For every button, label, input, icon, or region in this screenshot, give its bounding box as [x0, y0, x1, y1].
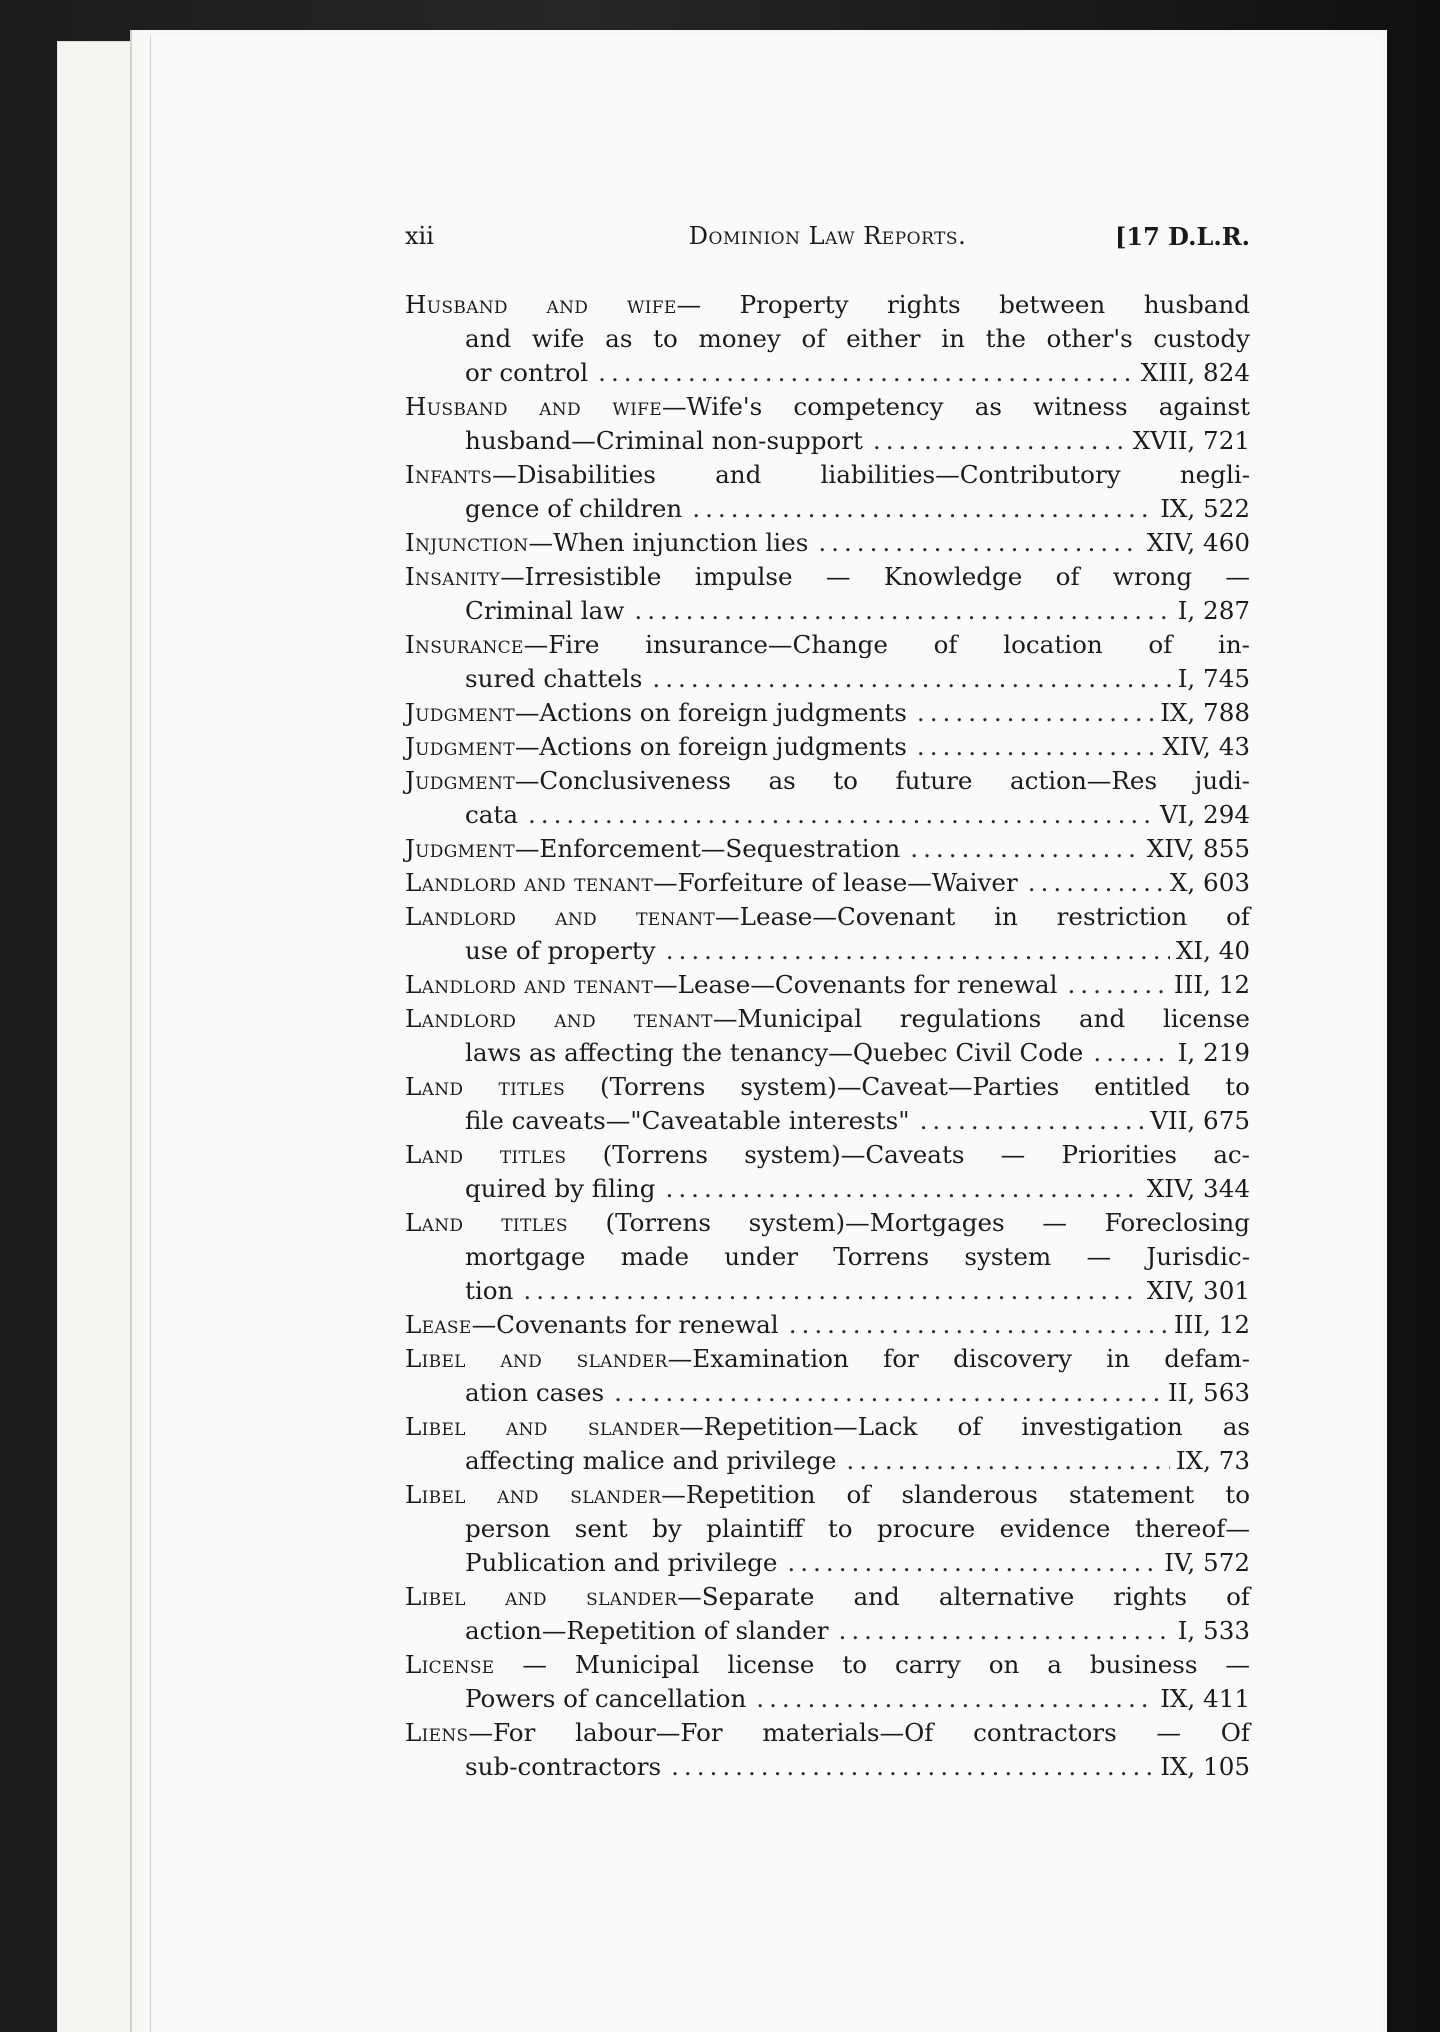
volume-page-reference: IX, 105 — [1160, 1752, 1250, 1781]
dot-leader — [846, 1444, 1169, 1478]
entry-line — [405, 288, 1250, 322]
volume-page-reference: IX, 73 — [1175, 1446, 1250, 1475]
entry-text: — Municipal license to carry on a business — — [494, 1650, 1250, 1679]
entry-text: quired by filing — [465, 1174, 656, 1203]
entry-text: —Conclusiveness as to future action—Res judi- — [514, 766, 1250, 795]
volume-page-reference: XIV, 460 — [1146, 528, 1250, 557]
dot-leader — [523, 1274, 1140, 1308]
entry-heading: License — [405, 1650, 495, 1679]
entry-text: Publication and privilege — [465, 1548, 778, 1577]
entry-text: mortgage made under Torrens system — Jurisdic- — [465, 1242, 1250, 1271]
entry-heading: Land titles — [405, 1140, 567, 1169]
entry-final-line — [405, 1308, 1250, 1342]
entry-final-line — [405, 662, 1250, 696]
entry-text: laws as affecting the tenancy—Quebec Civil Code — [465, 1038, 1084, 1067]
dot-leader — [652, 662, 1171, 696]
volume-page-reference: XIV, 43 — [1162, 732, 1250, 761]
volume-page-reference: IX, 522 — [1160, 494, 1250, 523]
dot-leader — [692, 492, 1154, 526]
entry-final-line — [405, 968, 1250, 1002]
entry-heading: Libel and slander — [405, 1412, 680, 1441]
entry-text: —Enforcement—Sequestration — [514, 834, 901, 863]
entry-heading: Judgment — [405, 698, 515, 727]
entry-text: —Municipal regulations and license — [712, 1004, 1250, 1033]
entry-text: —When injunction lies — [528, 528, 809, 557]
entry-final-line — [405, 798, 1250, 832]
entry-text: (Torrens system)—Caveats — Priorities ac- — [566, 1140, 1250, 1169]
index-entry — [405, 730, 1250, 764]
entry-text: gence of children — [465, 494, 683, 523]
entry-final-line — [405, 492, 1250, 526]
entry-final-line — [405, 730, 1250, 764]
volume-page-reference: XVII, 721 — [1132, 426, 1250, 455]
entry-heading: Lease — [405, 1310, 472, 1339]
entry-heading: Land titles — [405, 1072, 566, 1101]
volume-page-reference: I, 533 — [1177, 1616, 1250, 1645]
volume-reference: [17 D.L.R. — [1115, 222, 1250, 251]
entry-final-line — [405, 696, 1250, 730]
dot-leader — [917, 696, 1154, 730]
entry-text: file caveats—"Caveatable interests" — [465, 1106, 910, 1135]
entry-text: —Repetition—Lack of investigation as — [679, 1412, 1251, 1441]
entry-text: (Torrens system)—Mortgages — Foreclosing — [567, 1208, 1250, 1237]
volume-page-reference: III, 12 — [1173, 970, 1250, 999]
entry-line — [405, 1070, 1250, 1104]
entry-heading: Insanity — [405, 562, 501, 591]
dot-leader — [839, 1614, 1172, 1648]
volume-page-reference: III, 12 — [1173, 1310, 1250, 1339]
dot-leader — [666, 1172, 1141, 1206]
entry-line — [405, 764, 1250, 798]
entry-text-wrap — [405, 832, 900, 866]
index-entry — [405, 390, 1250, 458]
dot-leader — [920, 1104, 1145, 1138]
volume-page-reference: IX, 411 — [1160, 1684, 1250, 1713]
entry-text-wrap — [405, 730, 907, 764]
entry-final-line — [405, 594, 1250, 628]
entry-line — [405, 390, 1250, 424]
entry-final-line — [405, 1750, 1250, 1784]
entry-line — [405, 628, 1250, 662]
entry-text-wrap — [405, 1308, 779, 1342]
entry-text: — Property rights between husband — [676, 290, 1250, 319]
entry-line — [405, 560, 1250, 594]
entry-line — [405, 1206, 1250, 1240]
volume-page-reference: II, 563 — [1167, 1378, 1250, 1407]
entry-line — [405, 322, 1250, 356]
volume-page-reference: I, 745 — [1177, 664, 1250, 693]
entry-line — [405, 1716, 1250, 1750]
entry-text: —Covenants for renewal — [471, 1310, 779, 1339]
entry-text: (Torrens system)—Caveat—Parties entitled to — [565, 1072, 1250, 1101]
dot-leader — [614, 1376, 1162, 1410]
index-entry — [405, 866, 1250, 900]
entry-text: ation cases — [465, 1378, 605, 1407]
index-entry — [405, 458, 1250, 526]
entry-line — [405, 458, 1250, 492]
entry-final-line — [405, 1546, 1250, 1580]
index-entry — [405, 900, 1250, 968]
entry-text: cata — [465, 800, 518, 829]
entry-text-wrap — [405, 968, 1057, 1002]
entry-text: —Wife's competency as witness against — [661, 392, 1250, 421]
volume-page-reference: I, 219 — [1177, 1038, 1250, 1067]
index-entries — [405, 288, 1250, 1784]
entry-text: —Forfeiture of lease—Waiver — [653, 868, 1018, 897]
index-entry — [405, 1716, 1250, 1784]
dot-leader — [598, 356, 1135, 390]
dot-leader — [756, 1682, 1154, 1716]
dot-leader — [917, 730, 1156, 764]
index-entry — [405, 1002, 1250, 1070]
volume-page-reference: VI, 294 — [1159, 800, 1250, 829]
entry-heading: Landlord and tenant — [405, 902, 716, 931]
entry-heading: Landlord and tenant — [405, 970, 654, 999]
entry-heading: Landlord and tenant — [405, 868, 654, 897]
dot-leader — [1093, 1036, 1171, 1070]
dot-leader — [787, 1546, 1158, 1580]
entry-heading: Judgment — [405, 834, 515, 863]
index-entry — [405, 1410, 1250, 1478]
entry-heading: Judgment — [405, 766, 515, 795]
entry-text: Criminal law — [465, 596, 625, 625]
entry-line — [405, 1410, 1250, 1444]
entry-text: affecting malice and privilege — [465, 1446, 837, 1475]
index-entry — [405, 1342, 1250, 1410]
entry-line — [405, 1138, 1250, 1172]
entry-final-line — [405, 1444, 1250, 1478]
index-entry — [405, 696, 1250, 730]
entry-text-wrap — [405, 526, 808, 560]
index-entry — [405, 968, 1250, 1002]
entry-final-line — [405, 832, 1250, 866]
entry-text: sub-contractors — [465, 1752, 662, 1781]
index-entry — [405, 1478, 1250, 1580]
index-entry — [405, 1648, 1250, 1716]
entry-heading: Judgment — [405, 732, 515, 761]
dot-leader — [818, 526, 1140, 560]
entry-line — [405, 1240, 1250, 1274]
entry-heading: Landlord and tenant — [405, 1004, 713, 1033]
dot-leader — [528, 798, 1154, 832]
entry-text: sured chattels — [465, 664, 643, 693]
entry-text: husband—Criminal non-support — [465, 426, 863, 455]
entry-final-line — [405, 1614, 1250, 1648]
dot-leader — [873, 424, 1127, 458]
index-entry — [405, 628, 1250, 696]
entry-heading: Libel and slander — [405, 1344, 668, 1373]
entry-heading: Husband and wife — [405, 392, 662, 421]
entry-text: tion — [465, 1276, 514, 1305]
entry-heading: Liens — [405, 1718, 469, 1747]
entry-line — [405, 1002, 1250, 1036]
entry-text: and wife as to money of either in the other's custody — [465, 324, 1250, 353]
volume-page-reference: XI, 40 — [1175, 936, 1250, 965]
entry-final-line — [405, 424, 1250, 458]
page-header — [405, 222, 1250, 252]
entry-heading: Land titles — [405, 1208, 568, 1237]
entry-text: —Actions on foreign judgments — [514, 732, 907, 761]
index-entry — [405, 764, 1250, 832]
page-number: xii — [405, 222, 434, 250]
index-entry — [405, 1138, 1250, 1206]
volume-page-reference: XIV, 301 — [1146, 1276, 1250, 1305]
volume-page-reference: X, 603 — [1169, 868, 1250, 897]
volume-page-reference: XIII, 824 — [1140, 358, 1250, 387]
entry-line — [405, 1342, 1250, 1376]
entry-text: —Repetition of slanderous statement to — [661, 1480, 1250, 1509]
entry-text: use of property — [465, 936, 656, 965]
dot-leader — [666, 934, 1170, 968]
entry-text: —Lease—Covenant in restriction of — [715, 902, 1250, 931]
entry-text: or control — [465, 358, 589, 387]
dot-leader — [1067, 968, 1167, 1002]
entry-text: Powers of cancellation — [465, 1684, 747, 1713]
entry-heading: Infants — [405, 460, 493, 489]
index-entry — [405, 1206, 1250, 1308]
entry-line — [405, 1512, 1250, 1546]
entry-text: person sent by plaintiff to procure evidence thereof— — [465, 1514, 1250, 1543]
dot-leader — [634, 594, 1171, 628]
entry-text: —Examination for discovery in defam- — [667, 1344, 1250, 1373]
index-entry — [405, 560, 1250, 628]
entry-text: —For labour—For materials—Of contractors — Of — [468, 1718, 1250, 1747]
index-entry — [405, 526, 1250, 560]
index-entry — [405, 832, 1250, 866]
index-entry — [405, 1308, 1250, 1342]
volume-page-reference: XIV, 855 — [1146, 834, 1250, 863]
entry-final-line — [405, 1104, 1250, 1138]
running-title: Dominion Law Reports. — [688, 222, 967, 250]
entry-line — [405, 1580, 1250, 1614]
entry-heading: Husband and wife — [405, 290, 677, 319]
entry-final-line — [405, 1376, 1250, 1410]
entry-text-wrap — [405, 696, 907, 730]
index-entry — [405, 1580, 1250, 1648]
entry-heading: Insurance — [405, 630, 524, 659]
entry-final-line — [405, 526, 1250, 560]
entry-heading: Libel and slander — [405, 1582, 678, 1611]
dot-leader — [789, 1308, 1168, 1342]
entry-heading: Injunction — [405, 528, 529, 557]
entry-line — [405, 1478, 1250, 1512]
index-entry — [405, 1070, 1250, 1138]
volume-page-reference: I, 287 — [1177, 596, 1250, 625]
entry-line — [405, 1648, 1250, 1682]
entry-final-line — [405, 356, 1250, 390]
entry-line — [405, 900, 1250, 934]
entry-final-line — [405, 1274, 1250, 1308]
index-entry — [405, 288, 1250, 390]
entry-text: —Actions on foreign judgments — [514, 698, 907, 727]
entry-final-line — [405, 1036, 1250, 1070]
entry-text-wrap — [405, 866, 1018, 900]
entry-final-line — [405, 1682, 1250, 1716]
entry-text: —Fire insurance—Change of location of in- — [523, 630, 1250, 659]
volume-page-reference: IX, 788 — [1160, 698, 1250, 727]
dot-leader — [910, 832, 1140, 866]
entry-text: —Irresistible impulse — Knowledge of wrong — — [500, 562, 1250, 591]
entry-text: action—Repetition of slander — [465, 1616, 829, 1645]
volume-page-reference: VII, 675 — [1150, 1106, 1250, 1135]
entry-text: —Lease—Covenants for renewal — [653, 970, 1058, 999]
volume-page-reference: IV, 572 — [1164, 1548, 1250, 1577]
entry-text: —Disabilities and liabilities—Contributory negli- — [492, 460, 1250, 489]
entry-final-line — [405, 934, 1250, 968]
dot-leader — [671, 1750, 1154, 1784]
dot-leader — [1028, 866, 1164, 900]
volume-page-reference: XIV, 344 — [1146, 1174, 1250, 1203]
entry-final-line — [405, 1172, 1250, 1206]
entry-final-line — [405, 866, 1250, 900]
entry-heading: Libel and slander — [405, 1480, 662, 1509]
entry-text: —Separate and alternative rights of — [677, 1582, 1250, 1611]
